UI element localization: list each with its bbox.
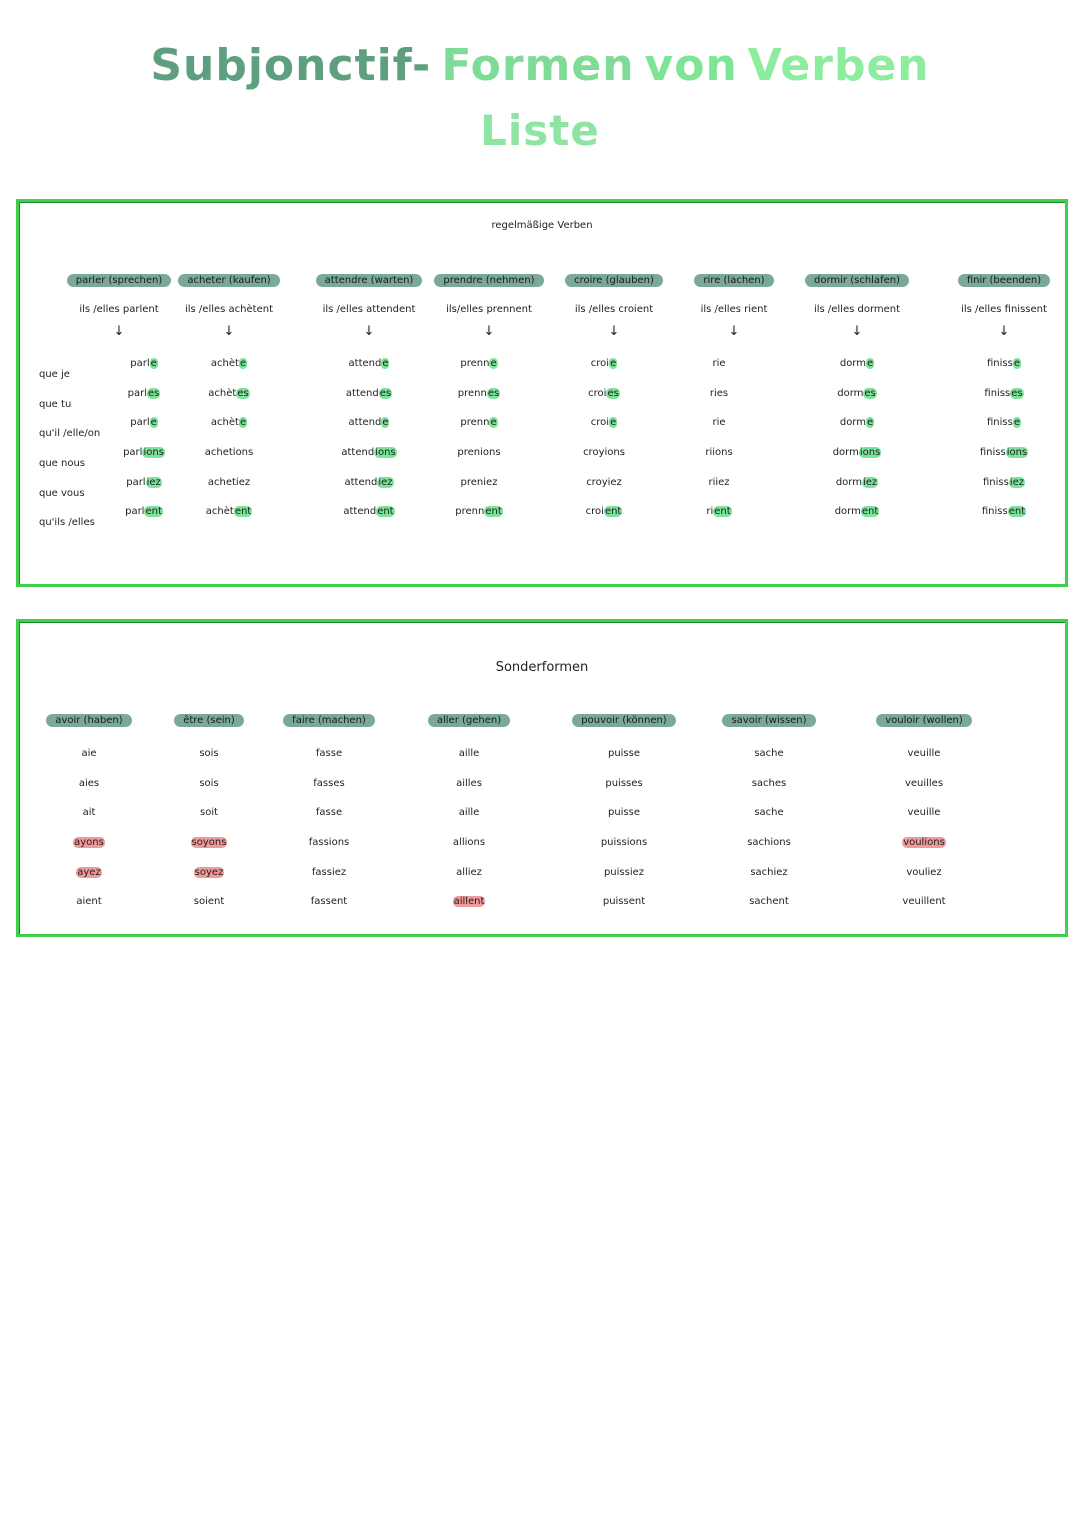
verb-label-pill: pouvoir (können) [572, 714, 675, 727]
verb-label-pill: savoir (wissen) [722, 714, 815, 727]
conjugation-form [864, 837, 984, 867]
conjugation-form [709, 867, 829, 897]
conjugation-form [544, 447, 664, 477]
special-form: aies [78, 777, 100, 789]
form-stem: achèt [210, 358, 239, 369]
conjugation-form [944, 388, 1064, 418]
down-arrow-icon: ↓ [483, 324, 495, 339]
special-form: puissent [602, 896, 646, 908]
conjugation-form [169, 388, 289, 418]
ils-elles-form: ils /elles croient [574, 304, 654, 315]
conjugation-form [659, 447, 779, 477]
form-ending-highlight: e [490, 358, 497, 369]
special-form: veuille [907, 807, 941, 819]
conjugation-form [149, 837, 269, 867]
down-arrow-icon: ↓ [851, 324, 863, 339]
conjugation-list [409, 748, 529, 926]
form-stem: preniez [460, 476, 498, 488]
conjugation-form [864, 896, 984, 926]
special-form: soit [199, 807, 219, 819]
form-stem: prenn [460, 417, 490, 429]
form-stem: croyiez [586, 476, 622, 488]
form-stem: attend [348, 358, 382, 369]
conjugation-form [797, 388, 917, 418]
ils-elles-form: ils /elles dorment [813, 304, 901, 315]
pronoun-label: qu'ils /elles [39, 517, 95, 529]
verb-column [797, 268, 917, 568]
form-ending-highlight: e [150, 358, 157, 369]
form-stem: dorm [834, 506, 861, 518]
form-ending-highlight: e [150, 417, 157, 429]
special-verb-column [564, 708, 684, 928]
conjugation-form [269, 778, 389, 808]
form-stem: ries [709, 387, 729, 399]
form-ending-highlight: ent [234, 506, 252, 518]
ils-elles-form: ils /elles rient [700, 304, 768, 315]
conjugation-form [169, 358, 289, 388]
pronoun-label: qu'il /elle/on [39, 428, 101, 440]
form-ending-highlight: e [867, 417, 874, 429]
verb-label-pill: parler (sprechen) [67, 274, 172, 287]
special-form: fasse [315, 748, 343, 759]
form-stem: achetiez [207, 476, 251, 488]
special-form: soyons [191, 837, 227, 849]
conjugation-form [797, 358, 917, 388]
form-stem: parl [126, 476, 146, 488]
verb-label-pill: croire (glauben) [565, 274, 663, 287]
conjugation-list [419, 358, 539, 536]
form-stem: finiss [982, 476, 1009, 488]
conjugation-list [269, 748, 389, 926]
form-stem: parl [123, 447, 143, 459]
form-ending-highlight: iez [862, 476, 878, 488]
special-form: fassiez [311, 866, 347, 878]
conjugation-form [419, 447, 539, 477]
conjugation-form [564, 807, 684, 837]
special-form: saches [751, 777, 787, 789]
ils-elles-form: ils /elles finissent [961, 304, 1047, 315]
special-form: voulions [903, 837, 945, 849]
form-ending-highlight: e [490, 417, 497, 429]
conjugation-form [309, 477, 429, 507]
form-ending-highlight: ent [377, 506, 394, 518]
conjugation-form [409, 748, 529, 778]
form-stem: rie [712, 417, 726, 429]
conjugation-form [709, 837, 829, 867]
special-form: aille [458, 807, 480, 819]
verb-label-pill: prendre (nehmen) [434, 274, 543, 287]
conjugation-form [797, 506, 917, 536]
special-form: sois [199, 748, 219, 759]
form-ending-highlight: ions [1006, 447, 1028, 459]
special-form: aient [76, 896, 102, 908]
special-form: ayons [74, 837, 104, 849]
conjugation-form [864, 778, 984, 808]
form-ending-highlight: es [1011, 387, 1023, 399]
form-stem: finiss [984, 387, 1011, 399]
conjugation-form [564, 896, 684, 926]
conjugation-list [149, 748, 269, 926]
conjugation-list [564, 748, 684, 926]
form-ending-highlight: e [382, 417, 389, 429]
special-form: ayez [77, 866, 101, 878]
down-arrow-icon: ↓ [223, 324, 235, 339]
conjugation-form [419, 388, 539, 418]
special-form: soient [193, 896, 225, 908]
form-ending-highlight: ent [145, 506, 162, 518]
conjugation-form [659, 506, 779, 536]
form-stem: dorm [835, 476, 862, 488]
verb-label-pill: aller (gehen) [428, 714, 510, 727]
form-ending-highlight: ent [485, 506, 502, 518]
special-form: fassent [310, 896, 348, 908]
form-ending-highlight: ent [1008, 506, 1026, 518]
conjugation-form [169, 477, 289, 507]
conjugation-form [409, 807, 529, 837]
verb-column [944, 268, 1064, 568]
conjugation-form [797, 417, 917, 447]
page-subtitle: Liste [480, 106, 600, 155]
conjugation-form [309, 417, 429, 447]
form-stem: attend [345, 387, 379, 399]
conjugation-list [709, 748, 829, 926]
conjugation-list [29, 748, 149, 926]
form-stem: achèt [205, 506, 234, 518]
verb-label-pill: être (sein) [174, 714, 244, 727]
form-stem: rie [712, 358, 726, 369]
special-form: fasses [313, 777, 345, 789]
conjugation-form [29, 867, 149, 897]
form-stem: croi [590, 417, 610, 429]
form-ending-highlight: ions [859, 447, 881, 459]
conjugation-form [269, 837, 389, 867]
conjugation-form [564, 837, 684, 867]
form-stem: dorm [839, 358, 866, 369]
conjugation-form [419, 358, 539, 388]
ils-elles-form: ils /elles attendent [322, 304, 416, 315]
conjugation-form [169, 447, 289, 477]
conjugation-form [269, 748, 389, 778]
special-form: soyez [194, 866, 224, 878]
ils-elles-form: ils /elles parlent [79, 304, 159, 315]
form-stem: parl [130, 417, 150, 429]
form-ending-highlight: iez [1009, 476, 1025, 488]
form-ending-highlight: e [1013, 417, 1020, 429]
conjugation-form [564, 867, 684, 897]
special-form: sois [199, 777, 219, 789]
verb-label-pill: attendre (warten) [316, 274, 423, 287]
special-form: ailles [456, 777, 482, 789]
down-arrow-icon: ↓ [363, 324, 375, 339]
down-arrow-icon: ↓ [728, 324, 740, 339]
special-verb-column [149, 708, 269, 928]
form-stem: croi [590, 358, 610, 369]
form-ending-highlight: ent [714, 506, 731, 518]
form-ending-highlight: e [239, 358, 247, 369]
special-form: aille [458, 748, 480, 759]
conjugation-form [309, 358, 429, 388]
form-stem: croyions [583, 447, 625, 459]
special-form: puissiez [603, 866, 645, 878]
conjugation-list [659, 358, 779, 536]
title-word: von [644, 40, 738, 91]
verb-label-pill: rire (lachen) [694, 274, 773, 287]
conjugation-form [659, 358, 779, 388]
form-stem: prenions [457, 447, 501, 459]
special-form: alliez [456, 866, 482, 878]
special-form: puisse [607, 748, 641, 759]
verb-label-pill: dormir (schlafen) [805, 274, 909, 287]
form-stem: riiez [708, 476, 730, 488]
special-form: veuille [907, 748, 941, 759]
conjugation-form [149, 748, 269, 778]
form-stem: parl [127, 387, 147, 399]
title-word: Verben [747, 40, 930, 91]
conjugation-list [864, 748, 984, 926]
form-ending-highlight: e [867, 358, 874, 369]
form-ending-highlight: iez [146, 476, 161, 488]
special-verb-column [29, 708, 149, 928]
form-stem: prenn [460, 358, 490, 369]
form-stem: prenn [457, 387, 487, 399]
conjugation-form [149, 896, 269, 926]
special-form: vouliez [906, 866, 942, 878]
verb-label-pill: vouloir (wollen) [876, 714, 972, 727]
conjugation-form [419, 506, 539, 536]
conjugation-list [797, 358, 917, 536]
special-form: puissions [600, 837, 648, 849]
form-stem: prenn [455, 506, 485, 518]
ils-elles-form: ils/elles prennent [446, 304, 532, 315]
conjugation-form [309, 506, 429, 536]
special-form: veuilles [904, 777, 944, 789]
conjugation-form [149, 778, 269, 808]
conjugation-form [419, 417, 539, 447]
conjugation-list [309, 358, 429, 536]
form-ending-highlight: ent [861, 506, 879, 518]
page-title [0, 40, 1080, 91]
conjugation-form [864, 867, 984, 897]
form-stem: attend [348, 417, 382, 429]
conjugation-form [709, 807, 829, 837]
form-stem: dorm [832, 447, 859, 459]
form-stem: finiss [981, 506, 1008, 518]
form-ending-highlight: es [487, 387, 500, 399]
conjugation-form [29, 837, 149, 867]
conjugation-form [659, 388, 779, 418]
conjugation-form [544, 417, 664, 447]
pronoun-label: que vous [39, 487, 85, 499]
form-stem: finiss [987, 358, 1013, 369]
conjugation-form [419, 477, 539, 507]
special-form: sachent [749, 896, 789, 908]
ils-elles-form: ils /elles achètent [184, 304, 273, 315]
conjugation-form [659, 417, 779, 447]
conjugation-form [564, 778, 684, 808]
form-ending-highlight: ent [604, 506, 622, 518]
title-word: Subjonctif- [150, 40, 432, 91]
special-form: sachions [747, 837, 791, 849]
conjugation-form [269, 896, 389, 926]
form-stem: dorm [837, 387, 864, 399]
verb-label-pill: avoir (haben) [46, 714, 131, 727]
conjugation-form [409, 837, 529, 867]
conjugation-form [269, 867, 389, 897]
conjugation-form [149, 867, 269, 897]
special-verb-column [709, 708, 829, 928]
conjugation-list [169, 358, 289, 536]
form-ending-highlight: iez [378, 476, 393, 488]
conjugation-form [29, 748, 149, 778]
special-form: aillent [453, 896, 485, 908]
form-ending-highlight: e [239, 417, 247, 429]
special-form: sache [754, 748, 784, 759]
conjugation-form [564, 748, 684, 778]
form-ending-highlight: es [148, 387, 160, 399]
conjugation-form [409, 867, 529, 897]
conjugation-form [269, 807, 389, 837]
down-arrow-icon: ↓ [998, 324, 1010, 339]
verb-label-pill: faire (machen) [283, 714, 375, 727]
form-ending-highlight: ions [375, 447, 396, 459]
form-stem: croi [585, 506, 604, 518]
conjugation-form [944, 447, 1064, 477]
conjugation-form [944, 358, 1064, 388]
form-stem: riions [705, 447, 733, 459]
form-stem: achèt [208, 387, 237, 399]
title-word: Formen [441, 40, 635, 91]
conjugation-form [309, 388, 429, 418]
form-ending-highlight: es [379, 387, 392, 399]
down-arrow-icon: ↓ [113, 324, 125, 339]
special-verb-column [864, 708, 984, 928]
conjugation-list [544, 358, 664, 536]
conjugation-form [309, 447, 429, 477]
form-ending-highlight: e [610, 358, 617, 369]
form-stem: finiss [987, 417, 1013, 429]
verb-column [429, 268, 549, 568]
special-forms-heading: Sonderformen [495, 660, 589, 675]
form-stem: parl [125, 506, 145, 518]
down-arrow-icon: ↓ [608, 324, 620, 339]
form-ending-highlight: ions [143, 447, 164, 459]
form-stem: croi [588, 387, 607, 399]
special-forms-panel [16, 619, 1068, 937]
verb-label-pill: finir (beenden) [958, 274, 1050, 287]
verb-column [169, 268, 289, 568]
pronoun-label: que nous [39, 458, 86, 470]
regular-verbs-panel [16, 199, 1068, 587]
form-ending-highlight: es [607, 387, 619, 399]
conjugation-form [709, 748, 829, 778]
special-form: aie [81, 748, 97, 759]
form-stem: achetions [204, 447, 254, 459]
form-stem: finiss [979, 447, 1006, 459]
special-verb-column [409, 708, 529, 928]
conjugation-form [797, 477, 917, 507]
form-stem: attend [344, 476, 378, 488]
special-form: puisses [605, 777, 643, 789]
conjugation-form [149, 807, 269, 837]
form-ending-highlight: e [1013, 358, 1020, 369]
conjugation-form [409, 778, 529, 808]
verb-label-pill: acheter (kaufen) [178, 274, 279, 287]
form-ending-highlight: es [237, 387, 249, 399]
form-ending-highlight: e [610, 417, 617, 429]
special-form: fasse [315, 807, 343, 819]
conjugation-form [409, 896, 529, 926]
conjugation-form [169, 506, 289, 536]
conjugation-form [29, 807, 149, 837]
special-form: sachiez [750, 866, 788, 878]
conjugation-form [944, 477, 1064, 507]
special-form: puisse [607, 807, 641, 819]
conjugation-form [797, 447, 917, 477]
pronoun-label: que tu [39, 398, 72, 410]
special-form: fassions [308, 837, 350, 849]
conjugation-form [659, 477, 779, 507]
conjugation-form [544, 358, 664, 388]
conjugation-form [864, 807, 984, 837]
form-stem: ri [706, 506, 714, 518]
special-verb-column [269, 708, 389, 928]
conjugation-form [544, 506, 664, 536]
conjugation-form [709, 778, 829, 808]
form-stem: attend [343, 506, 377, 518]
conjugation-form [709, 896, 829, 926]
form-ending-highlight: es [864, 387, 876, 399]
special-form: allions [452, 837, 486, 849]
conjugation-form [864, 748, 984, 778]
conjugation-form [29, 778, 149, 808]
form-ending-highlight: e [382, 358, 389, 369]
special-form: sache [754, 807, 784, 819]
conjugation-form [169, 417, 289, 447]
conjugation-form [944, 506, 1064, 536]
form-stem: attend [341, 447, 375, 459]
conjugation-form [544, 388, 664, 418]
special-form: ait [82, 807, 96, 819]
form-stem: parl [130, 358, 150, 369]
special-form: veuillent [902, 896, 946, 908]
conjugation-form [544, 477, 664, 507]
regular-verbs-heading: regelmäßige Verben [491, 220, 593, 231]
conjugation-form [29, 896, 149, 926]
form-stem: achèt [210, 417, 239, 429]
conjugation-form [944, 417, 1064, 447]
pronoun-label: que je [39, 369, 70, 380]
form-stem: dorm [839, 417, 866, 429]
conjugation-list [944, 358, 1064, 536]
verb-column [674, 268, 794, 568]
